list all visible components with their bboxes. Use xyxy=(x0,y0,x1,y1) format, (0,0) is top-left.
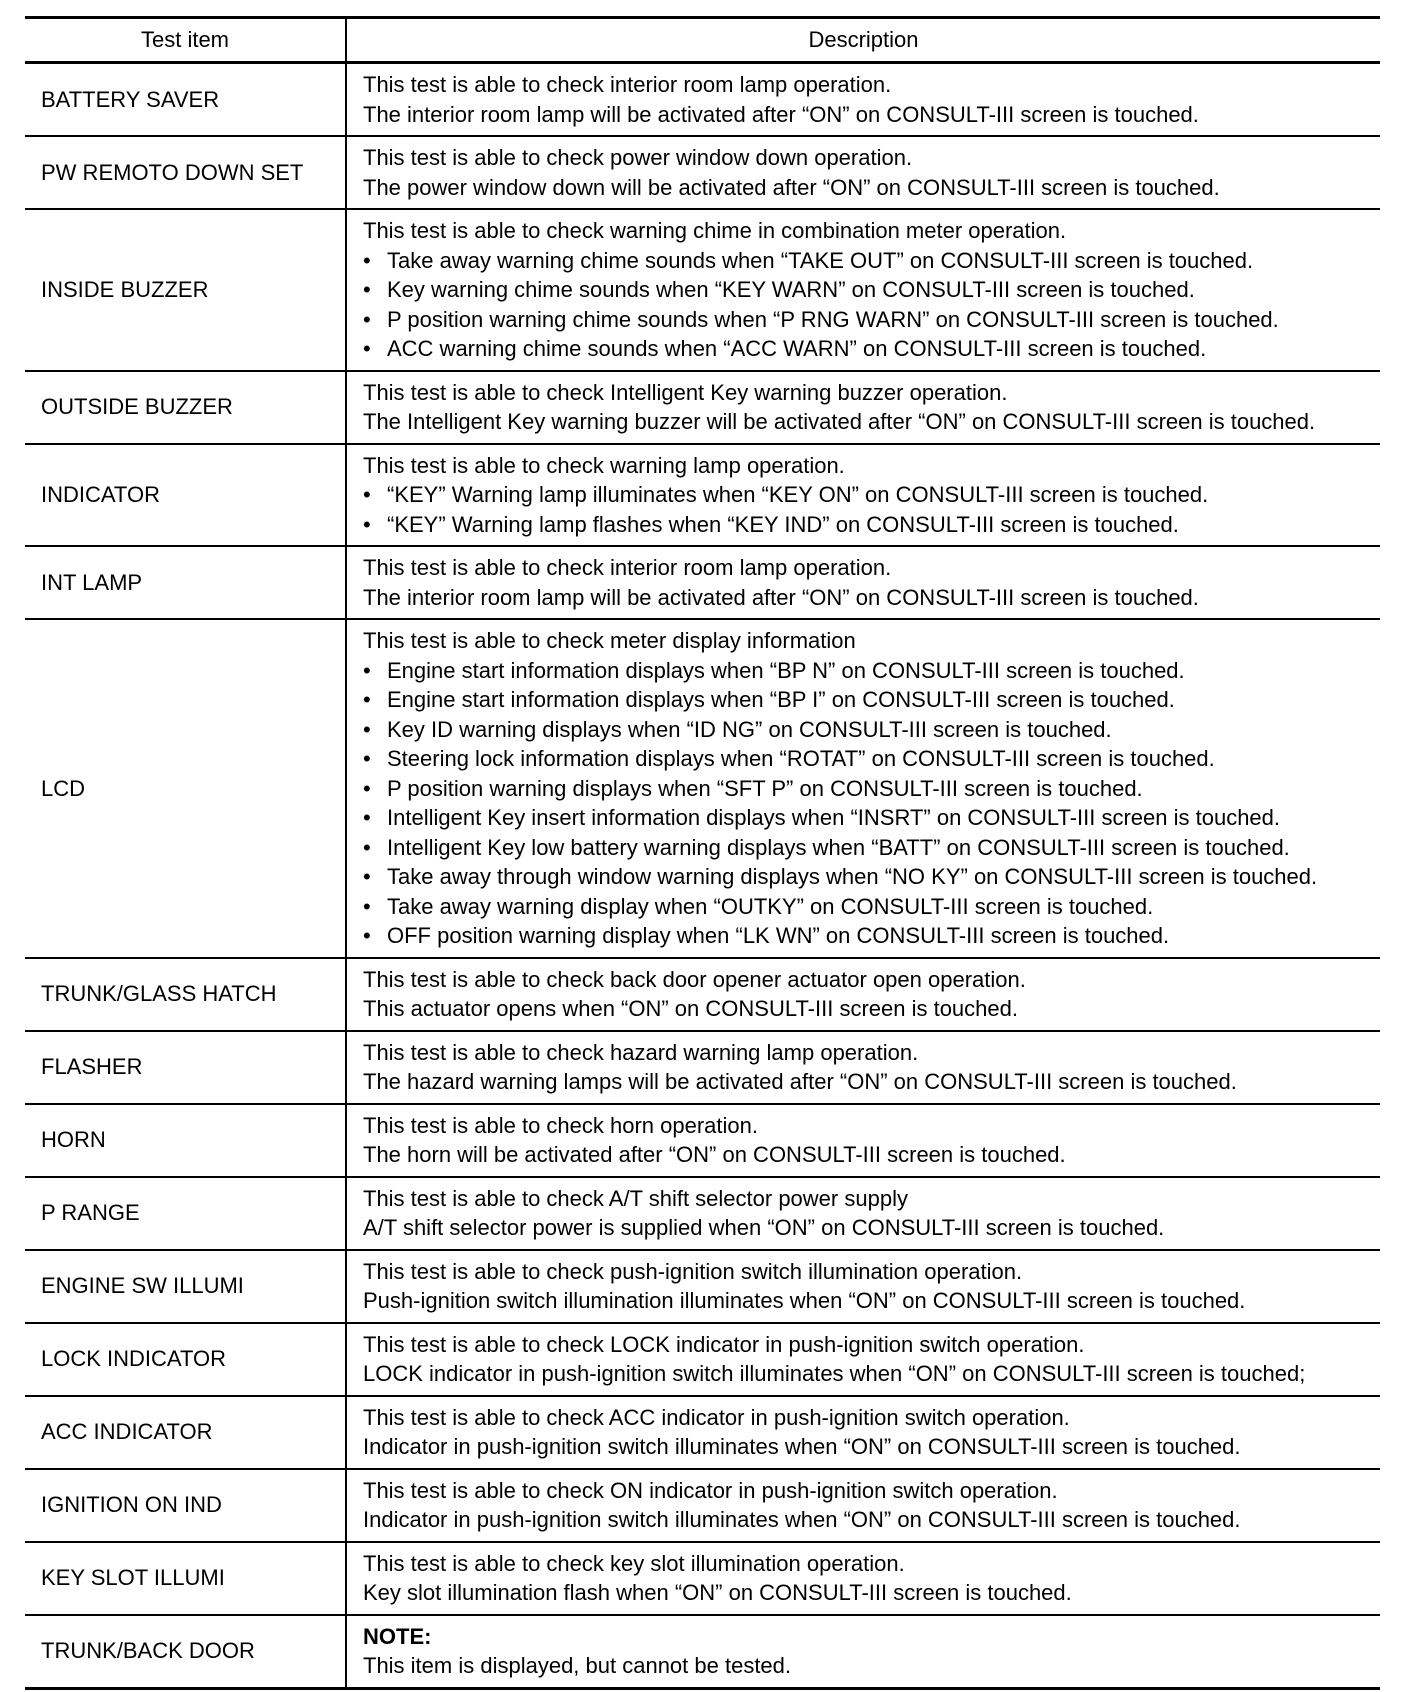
description-cell xyxy=(346,209,1380,371)
test-item-cell: IGNITION ON IND xyxy=(25,1469,346,1542)
description-text: Indicator in push-ignition switch illuminates when “ON” on CONSULT-III screen is touched. xyxy=(363,1434,1241,1459)
description-bullet-line xyxy=(363,480,1380,510)
test-item-cell: PW REMOTO DOWN SET xyxy=(25,136,346,209)
description-line xyxy=(363,216,1380,246)
description-cell xyxy=(346,1396,1380,1469)
description-text: The horn will be activated after “ON” on CONSULT-III screen is touched. xyxy=(363,1142,1066,1167)
description-cell xyxy=(346,958,1380,1031)
description-bullet-line xyxy=(363,275,1380,305)
description-cell xyxy=(346,1469,1380,1542)
description-line xyxy=(363,1213,1380,1243)
table-row xyxy=(25,1323,1380,1396)
test-item-cell: FLASHER xyxy=(25,1031,346,1104)
bullet-icon: • xyxy=(363,716,371,742)
description-line xyxy=(363,1403,1380,1433)
description-text: This test is able to check Intelligent Key warning buzzer operation. xyxy=(363,379,1008,405)
description-line xyxy=(363,1549,1380,1579)
bullet-icon: • xyxy=(363,336,371,361)
description-text: This test is able to check A/T shift selector power supply xyxy=(363,1185,908,1211)
table-row xyxy=(25,371,1380,444)
description-bullet-line xyxy=(363,862,1380,892)
description-text: This test is able to check hazard warning lamp operation. xyxy=(363,1039,919,1065)
test-item-cell: LCD xyxy=(25,619,346,958)
bullet-icon: • xyxy=(363,923,371,948)
description-line xyxy=(363,70,1380,100)
description-text: Engine start information displays when “BP I” on CONSULT-III screen is touched. xyxy=(387,687,1175,712)
table-row xyxy=(25,1104,1380,1177)
test-item-cell: INSIDE BUZZER xyxy=(25,209,346,371)
description-text: Steering lock information displays when “ROTAT” on CONSULT-III screen is touched. xyxy=(387,746,1215,771)
table-row xyxy=(25,209,1380,371)
description-line xyxy=(363,1578,1380,1608)
description-text: This test is able to check meter display information xyxy=(363,628,856,653)
description-cell xyxy=(346,1177,1380,1250)
table-row xyxy=(25,1031,1380,1104)
description-text: NOTE: xyxy=(363,1623,432,1649)
description-line xyxy=(363,1184,1380,1214)
description-text: This test is able to check key slot illumination operation. xyxy=(363,1550,905,1576)
description-line xyxy=(363,626,1380,656)
description-cell xyxy=(346,546,1380,619)
description-cell xyxy=(346,444,1380,547)
test-item-cell: TRUNK/GLASS HATCH xyxy=(25,958,346,1031)
table-row xyxy=(25,1615,1380,1689)
description-cell xyxy=(346,619,1380,958)
description-line xyxy=(363,1140,1380,1170)
description-text: This test is able to check interior room lamp operation. xyxy=(363,555,892,580)
description-cell xyxy=(346,63,1380,137)
description-bullet-line xyxy=(363,892,1380,922)
test-item-cell: INDICATOR xyxy=(25,444,346,547)
bullet-icon: • xyxy=(363,893,371,919)
description-text: This test is able to check power window down operation. xyxy=(363,145,913,170)
description-text: This test is able to check back door opener actuator open operation. xyxy=(363,966,1026,992)
description-line xyxy=(363,1067,1380,1097)
description-bullet-line xyxy=(363,334,1380,364)
bullet-icon: • xyxy=(363,247,371,273)
description-cell xyxy=(346,1250,1380,1323)
table-header-row xyxy=(25,18,1380,63)
description-line xyxy=(363,1359,1380,1389)
bullet-icon: • xyxy=(363,864,371,889)
bullet-icon: • xyxy=(363,805,371,830)
description-line xyxy=(363,1330,1380,1360)
description-cell xyxy=(346,1542,1380,1615)
description-bullet-line xyxy=(363,510,1380,540)
description-text: Take away through window warning displays when “NO KY” on CONSULT-III screen is touched. xyxy=(387,864,1318,889)
description-bullet-line xyxy=(363,715,1380,745)
bullet-icon: • xyxy=(363,277,371,302)
description-text: Key ID warning displays when “ID NG” on CONSULT-III screen is touched. xyxy=(387,716,1112,742)
column-header-description: Description xyxy=(346,18,1380,63)
description-line xyxy=(363,1651,1380,1681)
description-text: Intelligent Key low battery warning displays when “BATT” on CONSULT-III screen is touched. xyxy=(387,834,1290,860)
description-cell xyxy=(346,1323,1380,1396)
description-text: Push-ignition switch illumination illuminates when “ON” on CONSULT-III screen is touched. xyxy=(363,1288,1246,1313)
description-text: A/T shift selector power is supplied when “ON” on CONSULT-III screen is touched. xyxy=(363,1215,1165,1240)
description-line xyxy=(363,994,1380,1024)
description-text: P position warning displays when “SFT P” on CONSULT-III screen is touched. xyxy=(387,775,1143,801)
description-text: P position warning chime sounds when “P RNG WARN” on CONSULT-III screen is touched. xyxy=(387,306,1279,332)
bullet-icon: • xyxy=(363,834,371,860)
description-bullet-line xyxy=(363,685,1380,715)
description-text: OFF position warning display when “LK WN” on CONSULT-III screen is touched. xyxy=(387,923,1170,948)
description-bullet-line xyxy=(363,774,1380,804)
description-line xyxy=(363,378,1380,408)
test-item-cell: ENGINE SW ILLUMI xyxy=(25,1250,346,1323)
description-text: Engine start information displays when “BP N” on CONSULT-III screen is touched. xyxy=(387,657,1185,683)
description-text: Intelligent Key insert information displays when “INSRT” on CONSULT-III screen is touched. xyxy=(387,805,1281,830)
description-line xyxy=(363,1038,1380,1068)
description-bullet-line xyxy=(363,833,1380,863)
test-item-cell: TRUNK/BACK DOOR xyxy=(25,1615,346,1689)
bullet-icon: • xyxy=(363,746,371,771)
description-line xyxy=(363,1505,1380,1535)
description-cell xyxy=(346,136,1380,209)
description-text: This test is able to check warning chime in combination meter operation. xyxy=(363,218,1067,243)
description-line xyxy=(363,1622,1380,1652)
test-item-cell: HORN xyxy=(25,1104,346,1177)
test-item-table xyxy=(25,16,1380,1690)
description-text: This test is able to check warning lamp operation. xyxy=(363,452,845,478)
description-text: “KEY” Warning lamp illuminates when “KEY ON” on CONSULT-III screen is touched. xyxy=(387,482,1209,507)
bullet-icon: • xyxy=(363,482,371,507)
test-item-cell: BATTERY SAVER xyxy=(25,63,346,137)
description-text: Indicator in push-ignition switch illuminates when “ON” on CONSULT-III screen is touched. xyxy=(363,1507,1241,1532)
description-text: Key slot illumination flash when “ON” on CONSULT-III screen is touched. xyxy=(363,1580,1072,1605)
description-text: The Intelligent Key warning buzzer will be activated after “ON” on CONSULT-III screen is touched. xyxy=(363,409,1316,434)
bullet-icon: • xyxy=(363,306,371,332)
description-text: This test is able to check push-ignition switch illumination operation. xyxy=(363,1258,1023,1284)
table-row xyxy=(25,619,1380,958)
bullet-icon: • xyxy=(363,687,371,712)
description-cell xyxy=(346,1031,1380,1104)
description-bullet-line xyxy=(363,803,1380,833)
description-line xyxy=(363,1257,1380,1287)
table-row xyxy=(25,444,1380,547)
description-line xyxy=(363,173,1380,203)
column-header-test-item: Test item xyxy=(25,18,346,63)
description-text: This test is able to check interior room lamp operation. xyxy=(363,72,892,97)
description-text: The interior room lamp will be activated after “ON” on CONSULT-III screen is touched. xyxy=(363,584,1199,610)
description-line xyxy=(363,451,1380,481)
bullet-icon: • xyxy=(363,775,371,801)
description-cell xyxy=(346,1104,1380,1177)
bullet-icon: • xyxy=(363,511,371,537)
description-bullet-line xyxy=(363,744,1380,774)
description-line xyxy=(363,583,1380,613)
description-bullet-line xyxy=(363,246,1380,276)
description-text: This test is able to check horn operation. xyxy=(363,1112,758,1138)
description-line xyxy=(363,553,1380,583)
description-cell xyxy=(346,371,1380,444)
test-item-cell: ACC INDICATOR xyxy=(25,1396,346,1469)
test-item-table-container xyxy=(25,16,1380,1690)
description-text: Take away warning chime sounds when “TAKE OUT” on CONSULT-III screen is touched. xyxy=(387,247,1254,273)
description-text: The power window down will be activated after “ON” on CONSULT-III screen is touched. xyxy=(363,174,1220,200)
description-text: Key warning chime sounds when “KEY WARN” on CONSULT-III screen is touched. xyxy=(387,277,1195,302)
description-text: This test is able to check LOCK indicator in push-ignition switch operation. xyxy=(363,1331,1085,1357)
description-text: This item is displayed, but cannot be tested. xyxy=(363,1653,792,1678)
table-row xyxy=(25,1177,1380,1250)
description-bullet-line xyxy=(363,305,1380,335)
table-row xyxy=(25,546,1380,619)
description-text: “KEY” Warning lamp flashes when “KEY IND” on CONSULT-III screen is touched. xyxy=(387,511,1179,537)
description-line xyxy=(363,1286,1380,1316)
table-row xyxy=(25,63,1380,137)
description-text: This actuator opens when “ON” on CONSULT-III screen is touched. xyxy=(363,996,1018,1021)
test-item-cell: KEY SLOT ILLUMI xyxy=(25,1542,346,1615)
description-text: The hazard warning lamps will be activated after “ON” on CONSULT-III screen is touched. xyxy=(363,1069,1237,1094)
table-row xyxy=(25,1396,1380,1469)
description-text: The interior room lamp will be activated after “ON” on CONSULT-III screen is touched. xyxy=(363,101,1199,127)
description-line xyxy=(363,1476,1380,1506)
description-text: LOCK indicator in push-ignition switch illuminates when “ON” on CONSULT-III screen is touched; xyxy=(363,1361,1306,1386)
bullet-icon: • xyxy=(363,657,371,683)
description-bullet-line xyxy=(363,921,1380,951)
description-line xyxy=(363,143,1380,173)
description-line xyxy=(363,1432,1380,1462)
description-line xyxy=(363,1111,1380,1141)
test-item-cell: INT LAMP xyxy=(25,546,346,619)
table-row xyxy=(25,1469,1380,1542)
test-item-cell: OUTSIDE BUZZER xyxy=(25,371,346,444)
table-row xyxy=(25,958,1380,1031)
table-row xyxy=(25,1542,1380,1615)
description-line xyxy=(363,100,1380,130)
table-row xyxy=(25,136,1380,209)
description-line xyxy=(363,407,1380,437)
description-line xyxy=(363,965,1380,995)
test-item-cell: P RANGE xyxy=(25,1177,346,1250)
description-text: This test is able to check ACC indicator in push-ignition switch operation. xyxy=(363,1404,1070,1430)
test-item-cell: LOCK INDICATOR xyxy=(25,1323,346,1396)
description-text: This test is able to check ON indicator in push-ignition switch operation. xyxy=(363,1477,1058,1503)
description-text: ACC warning chime sounds when “ACC WARN” on CONSULT-III screen is touched. xyxy=(387,336,1207,361)
description-cell xyxy=(346,1615,1380,1689)
description-text: Take away warning display when “OUTKY” on CONSULT-III screen is touched. xyxy=(387,893,1154,919)
table-row xyxy=(25,1250,1380,1323)
description-bullet-line xyxy=(363,656,1380,686)
